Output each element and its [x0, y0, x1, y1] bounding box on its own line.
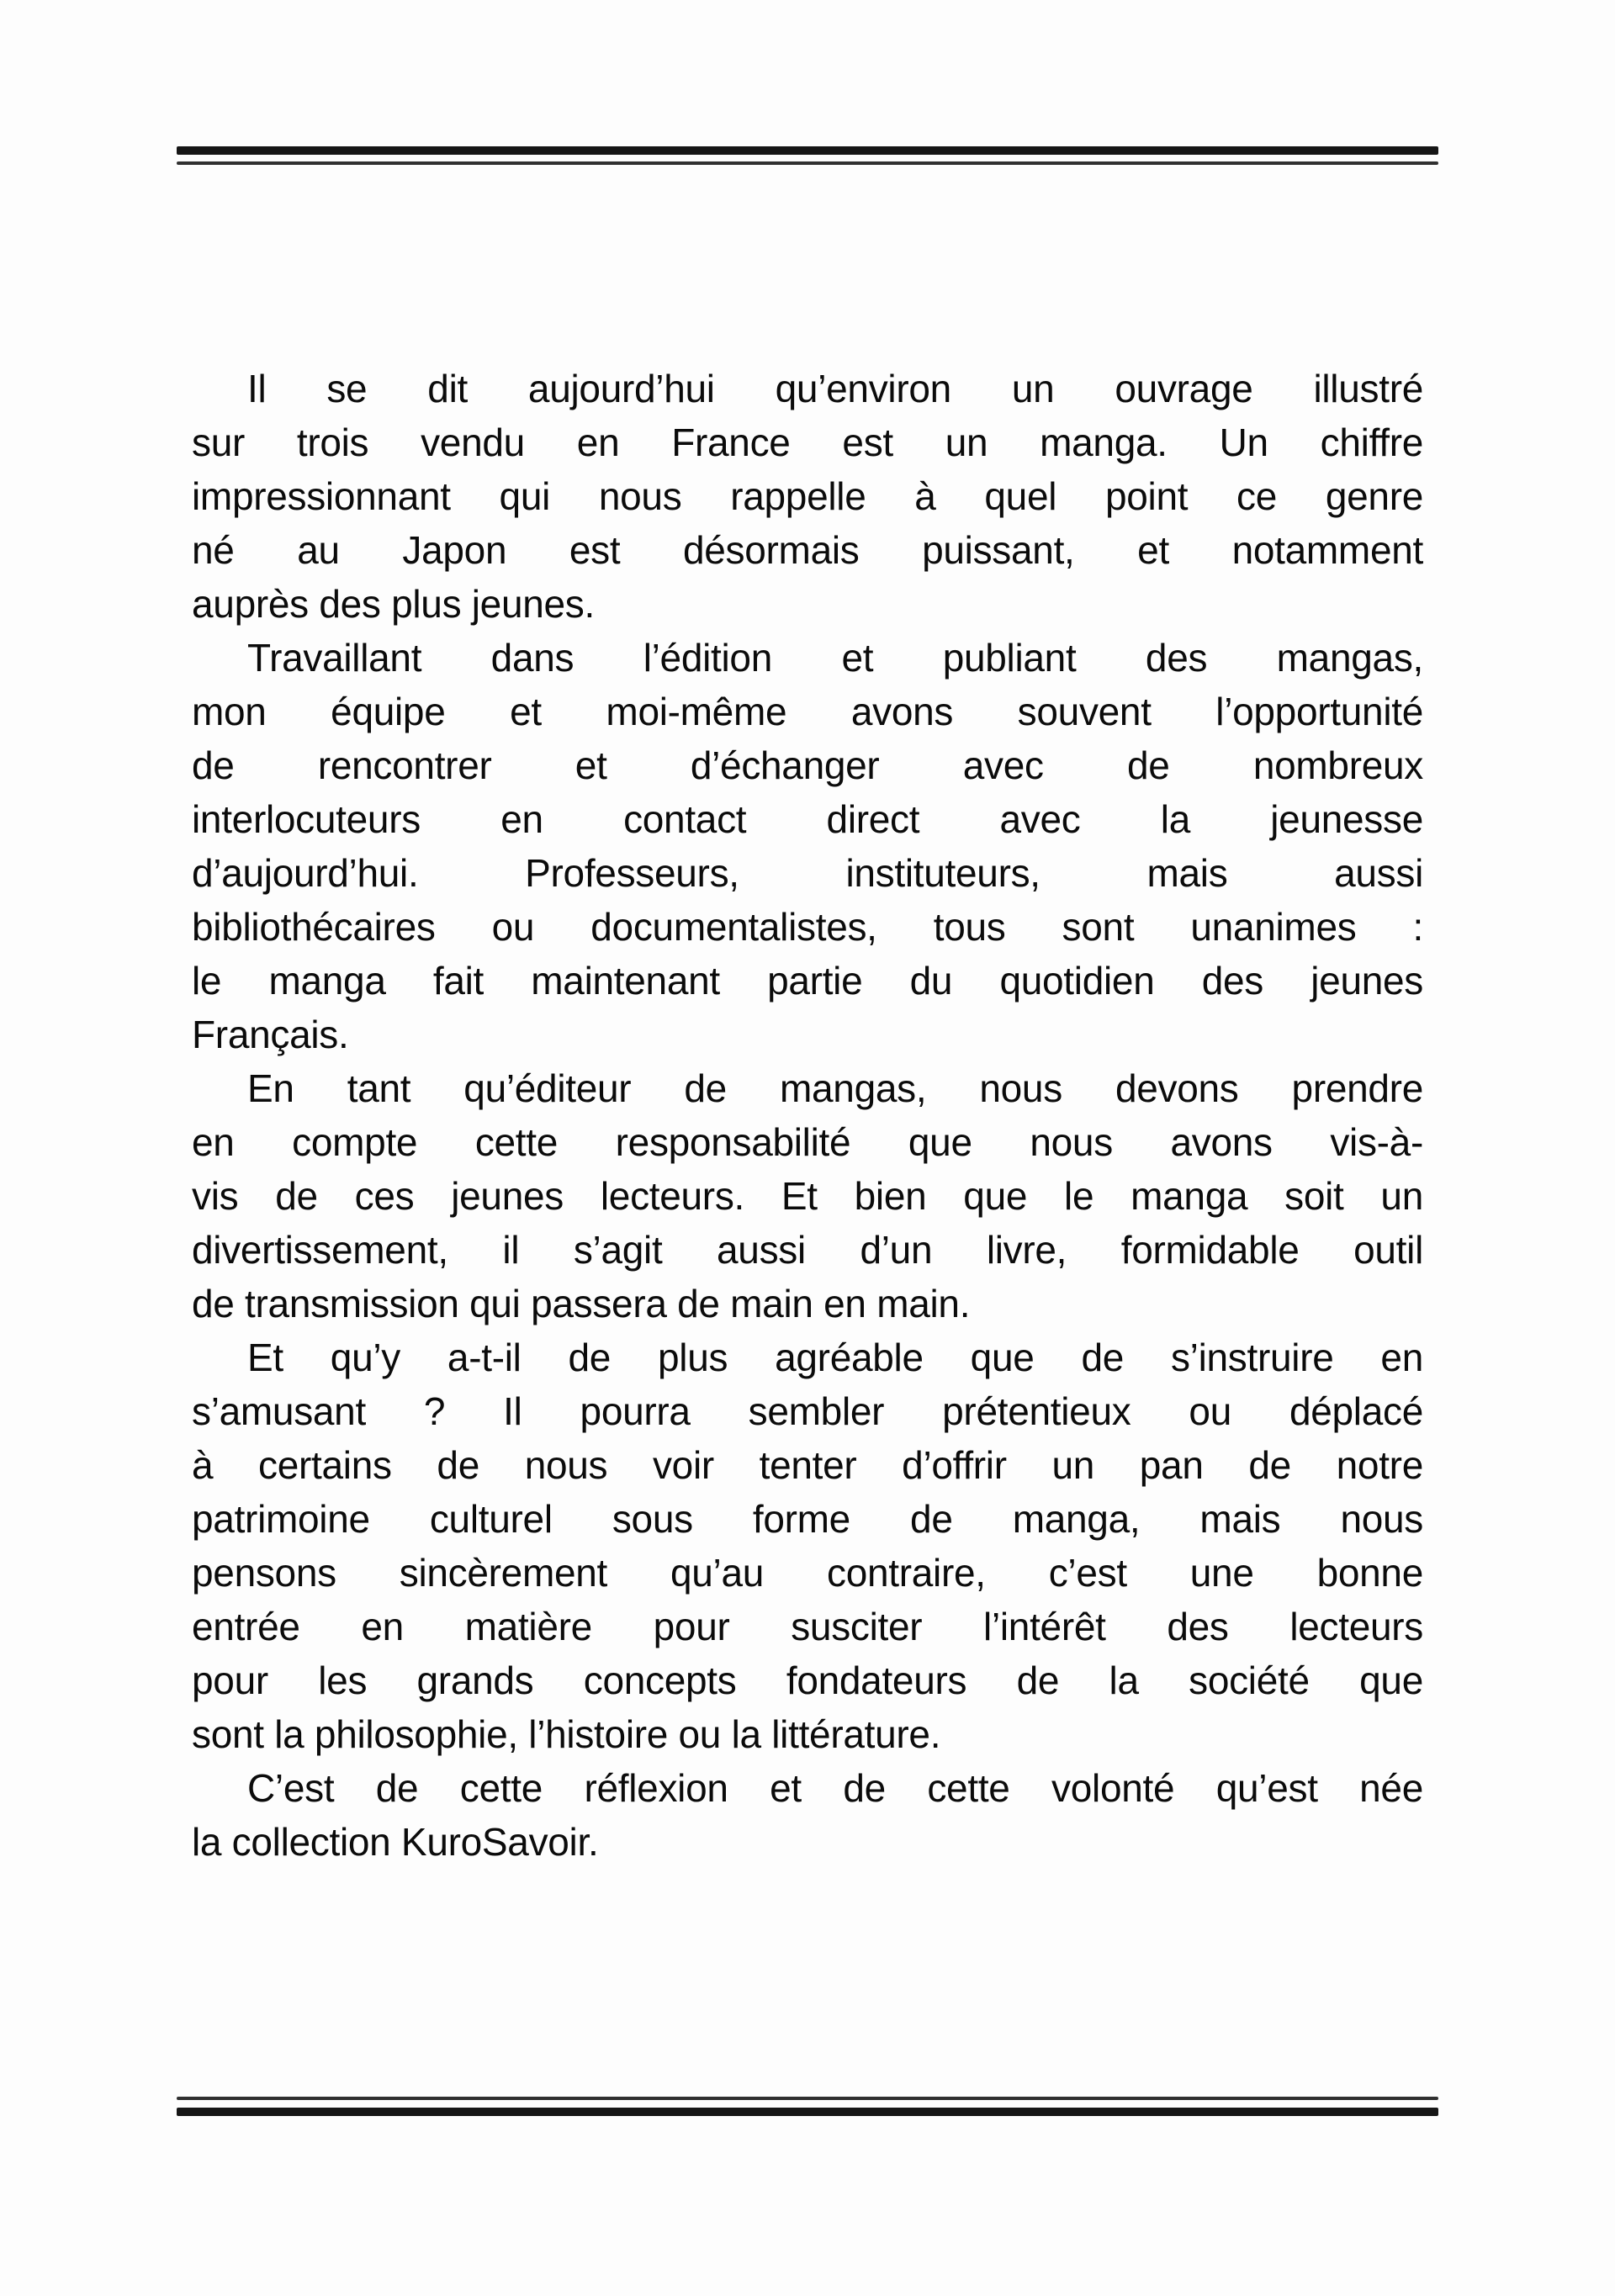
top-rule-thick-bar: [177, 146, 1438, 155]
text-line: de transmission qui passera de main en main.: [192, 1282, 971, 1325]
text-line: patrimoine culturel sous forme de manga, mais nous: [192, 1497, 1423, 1541]
bottom-double-rule: [177, 2097, 1438, 2116]
paragraph: [192, 1761, 1423, 1869]
text-line: Il se dit aujourd’hui qu’environ un ouvrage illustré: [247, 367, 1423, 410]
preface-text-block: [192, 362, 1423, 1869]
text-line: d’aujourd’hui. Professeurs, instituteurs, mais aussi: [192, 851, 1423, 895]
text-line: interlocuteurs en contact direct avec la jeunesse: [192, 797, 1423, 841]
bottom-rule-thick-bar: [177, 2108, 1438, 2116]
paragraph: [192, 362, 1423, 631]
text-line: Travaillant dans l’édition et publiant des mangas,: [247, 636, 1423, 680]
top-double-rule: [177, 146, 1438, 165]
bottom-rule-thin-bar: [177, 2097, 1438, 2100]
text-line: né au Japon est désormais puissant, et notamment: [192, 528, 1423, 572]
text-line: divertissement, il s’agit aussi d’un livre, formidable outil: [192, 1228, 1423, 1272]
text-line: pensons sincèrement qu’au contraire, c’est une bonne: [192, 1551, 1423, 1595]
top-rule-thin-bar: [177, 161, 1438, 165]
text-line: sont la philosophie, l’histoire ou la littérature.: [192, 1712, 941, 1756]
text-line: à certains de nous voir tenter d’offrir un pan de notre: [192, 1443, 1423, 1487]
text-line: auprès des plus jeunes.: [192, 582, 595, 626]
text-line: le manga fait maintenant partie du quotidien des jeunes: [192, 959, 1423, 1003]
text-line: s’amusant ? Il pourra sembler prétentieux ou déplacé: [192, 1389, 1423, 1433]
text-line: entrée en matière pour susciter l’intérêt des lecteurs: [192, 1605, 1423, 1648]
text-line: C’est de cette réflexion et de cette volonté qu’est née: [247, 1766, 1423, 1810]
text-line: vis de ces jeunes lecteurs. Et bien que le manga soit un: [192, 1174, 1423, 1218]
text-line: mon équipe et moi-même avons souvent l’opportunité: [192, 690, 1423, 733]
text-line: la collection KuroSavoir.: [192, 1820, 599, 1864]
text-line: Et qu’y a-t-il de plus agréable que de s’instruire en: [247, 1336, 1423, 1379]
paragraph: [192, 1061, 1423, 1331]
text-line: impressionnant qui nous rappelle à quel point ce genre: [192, 474, 1423, 518]
text-line: en compte cette responsabilité que nous avons vis-à-: [192, 1120, 1423, 1164]
text-line: pour les grands concepts fondateurs de la société que: [192, 1659, 1423, 1702]
text-line: En tant qu’éditeur de mangas, nous devons prendre: [247, 1066, 1423, 1110]
text-line: sur trois vendu en France est un manga. Un chiffre: [192, 421, 1423, 464]
text-line: de rencontrer et d’échanger avec de nombreux: [192, 743, 1423, 787]
text-line: bibliothécaires ou documentalistes, tous sont unanimes :: [192, 905, 1423, 949]
paragraph: [192, 1331, 1423, 1761]
text-line: Français.: [192, 1013, 349, 1056]
paragraph: [192, 631, 1423, 1061]
